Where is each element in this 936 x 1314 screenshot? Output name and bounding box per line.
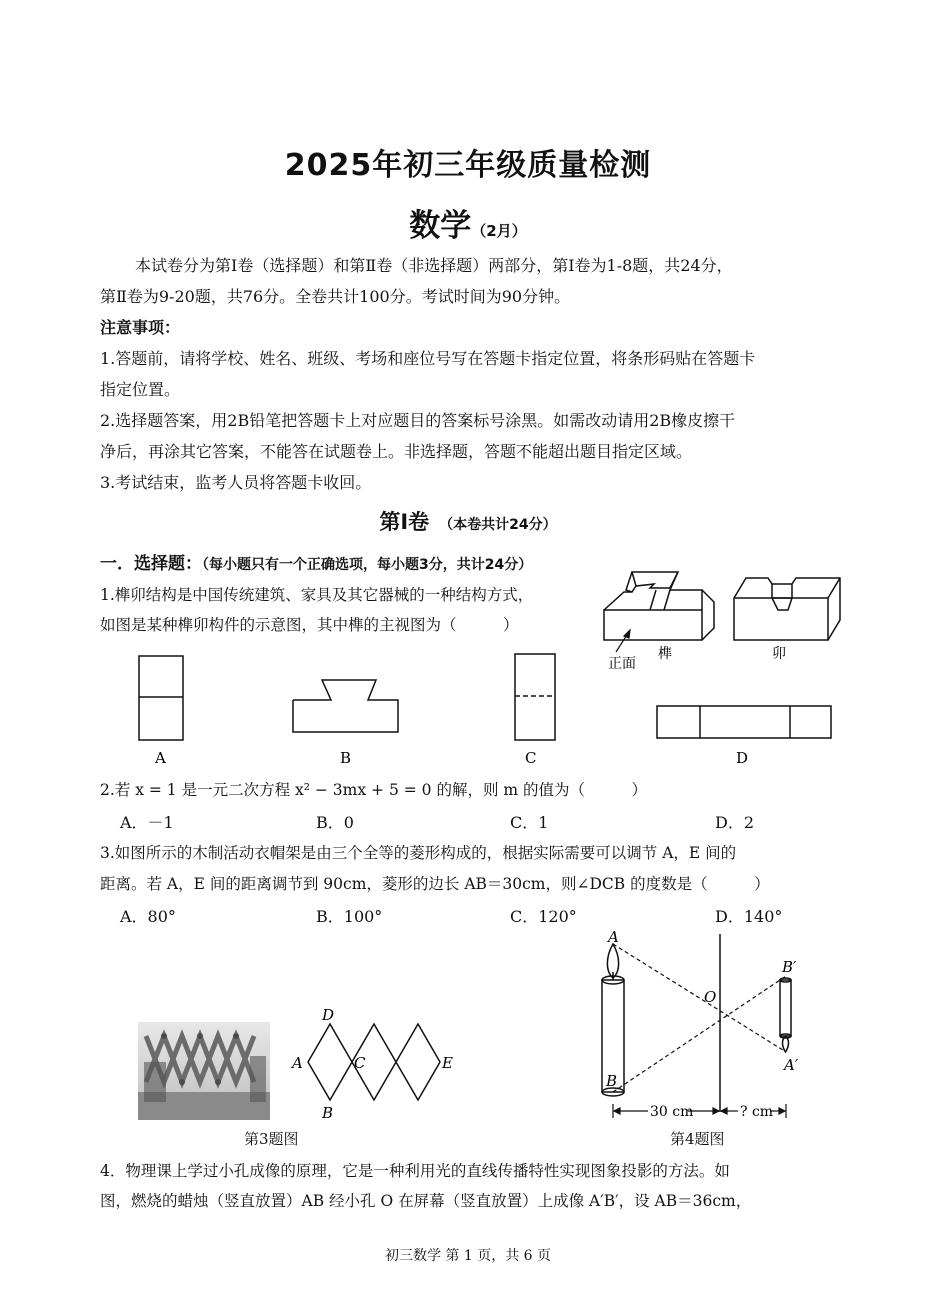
label-front: 正面 [608,656,636,672]
option-b-outline [293,680,398,732]
subject-name: 数学 [409,208,472,244]
option-d-label: D [736,749,749,767]
label-candle-bottom: B [606,1072,618,1090]
part-heading [100,548,532,581]
q4-line-1: 4．物理课上学过小孔成像的原理，它是一种利用光的直线传播特性实现图象投影的方法。如 [100,1162,730,1180]
rhombus-diagram [288,1002,458,1124]
note-1b: 指定位置。 [100,380,181,399]
label-d: D [322,1006,335,1024]
label-tenon: 榫 [658,646,672,662]
q2-text: 2.若 x = 1 是一元二次方程 x² − 3mx + 5 = 0 的解，则 m 的值为（ ） [100,781,647,799]
note-2b: 净后，再涂其它答案，不能答在试题卷上。非选择题，答题不能超出题目指定区域。 [100,442,693,461]
tenon-front-face [604,610,702,640]
q3-option-d: D．140° [715,907,783,926]
q2-option-d: D．2 [715,813,755,832]
section-heading [0,506,936,536]
part-title: 一．选择题： [100,554,202,574]
notes-heading: 注意事项： [100,318,181,337]
q2-option-c: C．1 [510,813,549,832]
distance-left: 30 cm [650,1104,694,1120]
distance-right: ? cm [740,1104,774,1120]
option-a-label: A [155,749,166,767]
coat-rack-photo [138,1022,270,1120]
page-footer: 初三数学 第 1 页，共 6 页 [384,1248,552,1264]
figure-4-caption: 第4题图 [670,1130,725,1148]
q3-option-a: A．80° [120,907,176,926]
label-c: C [354,1054,366,1072]
exam-title: 2025年初三年级质量检测 [284,148,652,183]
rhombus-1 [308,1024,352,1100]
q1-line-2: 如图是某种榫卯构件的示意图，其中榫的主视图为（ ） [100,616,519,634]
q2-option-b: B．0 [316,813,354,832]
intro-line-1: 本试卷分为第Ⅰ卷（选择题）和第Ⅱ卷（非选择题）两部分，第Ⅰ卷为1-8题，共24分， [135,256,733,275]
label-image-bottom: A′ [784,1056,799,1074]
pinhole-diagram [590,928,820,1128]
figure-3-caption: 第3题图 [244,1130,299,1148]
section-note: （本卷共计24分） [439,517,557,533]
option-c-shape [515,654,555,740]
part-note: （每小题只有一个正确选项，每小题3分，共计24分） [202,557,533,573]
q1-options-figure [130,650,850,775]
ray-top [613,944,786,1052]
option-d-shape [657,706,831,738]
q1-line-1: 1.榫卯结构是中国传统建筑、家具及其它器械的一种结构方式， [100,586,534,604]
mortise-front-face [734,598,828,640]
option-b-label: B [340,749,352,767]
q4-line-2: 图，燃烧的蜡烛（竖直放置）AB 经小孔 O 在屏幕（竖直放置）上成像 A′B′，设 AB＝36cm， [100,1192,752,1210]
option-c-label: C [525,749,537,767]
label-b: B [322,1104,334,1122]
option-a-shape [139,656,183,740]
label-image-top: B′ [782,958,797,976]
q3-line-1: 3.如图所示的木制活动衣帽架是由三个全等的菱形构成的，根据实际需要可以调节 A，E 间的 [100,844,737,862]
q3-line-2: 距离。若 A，E 间的距离调节到 90cm，菱形的边长 AB＝30cm，则∠DCB 的度数是（ ） [100,875,770,893]
image-candle [780,980,791,1036]
label-mortise: 卯 [772,646,786,662]
label-candle-top: A [608,928,619,946]
label-a: A [292,1054,303,1072]
label-e: E [442,1054,453,1072]
note-2a: 2.选择题答案，用2B铅笔把答题卡上对应题目的答案标号涂黑。如需改动请用2B橡皮擦干 [100,411,736,430]
intro-line-2: 第Ⅱ卷为9-20题，共76分。全卷共计100分。考试时间为90分钟。 [100,287,571,306]
note-3: 3.考试结束，监考人员将答题卡收回。 [100,473,372,492]
q3-option-b: B．100° [316,907,383,926]
q2-option-a: A．－1 [120,813,174,832]
exam-month: （2月） [471,222,527,240]
note-1a: 1.答题前，请将学校、姓名、班级、考场和座位号写在答题卡指定位置，将条形码贴在答题卡 [100,349,756,368]
rhombus-3 [396,1024,440,1100]
ray-bottom [613,976,786,1092]
q3-option-c: C．120° [510,907,577,926]
subject-heading [0,200,936,245]
label-pinhole: O [704,988,717,1006]
section-title: 第Ⅰ卷 [379,510,430,534]
